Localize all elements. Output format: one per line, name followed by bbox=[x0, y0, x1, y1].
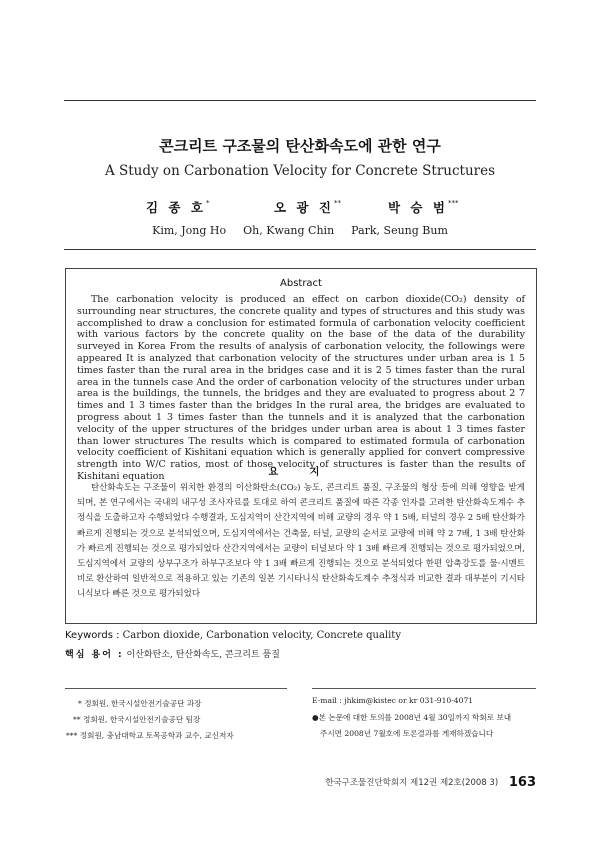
author-1-english: Kim, Jong Ho bbox=[152, 224, 227, 237]
footnote-email: E-mail : jhkim@kistec or kr 031-910-4071 bbox=[312, 696, 474, 705]
keywords-korean-value: 이산화탄소, 탄산화속도, 콘크리트 품질 bbox=[126, 650, 280, 660]
footnote-author-1: * 정회원, 한국시설안전기술공단 과장 bbox=[78, 699, 202, 708]
title-korean: 콘크리트 구조물의 탄산화속도에 관한 연구 bbox=[159, 137, 441, 155]
abstract-heading: Abstract bbox=[280, 278, 322, 289]
keywords-english bbox=[65, 630, 401, 641]
footnote-discussion-2: 주시면 2008년 7월호에 토론결과를 게재하겠습니다 bbox=[320, 729, 494, 738]
author-names-english bbox=[64, 224, 536, 237]
abstract-korean-body: 탄산화속도는 구조물이 위치한 환경의 이산화탄소(CO₂) 농도, 콘크리트 품질, 구조물의 형상 등에 의해 영향을 받게 되며, 본 연구에서는 국내의 내구성 조사자료를 토대로 하여 콘크리트 품질에 따른 각종 인자를 고려한 탄산화속도계수 추정식을 도출하고자 수행되었다 수행결과, 도심지역이 산간지역에 비해 교량의 경우 약 1 5배, 터널의 경우 2 5배 탄산화가 빠르게 진행되는 것으로 분석되었으며, 도심지역에서는 건축물, 터널, 교량의 순서로 교량에 비해 약 2 7배, 1 3배 탄산화가 빠르게 진행되는 것으로 평가되었다 산간지역에서는 교량이 터널보다 약 1 3배 빠르게 진행되는 것으로 평가되었으며, 도심지역에서 교량의 상부구조가 하부구조보다 약 1 3배 빠르게 진행되는 것으로 분석되었다 한편 압축강도를 물·시멘트비로 환산하여 일반적으로 적용하고 있는 기존의 일본 기시타니식 탄산화속도계수 추정식과 비교한 결과 대부분이 기시타니식보다 빠른 것으로 평가되었다 bbox=[77, 483, 525, 600]
author-2-english: Oh, Kwang Chin bbox=[243, 224, 335, 237]
abstract-english-body: The carbonation velocity is produced an effect on carbon dioxide(CO₂) density of surrounding near structures, the concrete quality and types of structures and this study was accomplished to draw a conclusion for estimated formula of carbonation velocity coefficient with various factors by the concrete quality on the base of the data of the durability surveyed in Korea From the results of analysis of carbonation velocity, the followings were appeared It is analyzed that carbonation velocity of the structures under urban area is 1 5 times faster than the rural area in the bridges case and it is 2 5 times faster than the rural area in the tunnels case And the order of carbonation velocity of the structures under urban area is the buildings, the tunnels, the bridges and they are evaluated to progress about 2 7 times and 1 3 times faster than the bridges In the rural area, the bridges are evaluated to progress about 1 3 times faster than the tunnels and it is analyzed that the carbonation velocity of the upper structures of the bridges under urban area is about 1 3 times faster than lower structures The results which is compared to estimated formula of carbonation velocity coefficient of Kishitani equation which is generally applied for convert compressive strength into W/C ratios, most of those velocity of structures is faster than the results of Kishitani equation bbox=[77, 294, 525, 482]
footnote-author-2: ** 정회원, 한국시설안전기술공단 팀장 bbox=[73, 715, 201, 724]
author-3-korean: 박 승 범*** bbox=[388, 198, 459, 215]
journal-citation: 한국구조물진단학회지 제12권 제2호(2008 3) bbox=[325, 778, 499, 788]
title-english: A Study on Carbonation Velocity for Concrete Structures bbox=[104, 163, 496, 179]
page-footer bbox=[325, 774, 536, 789]
abstract-box bbox=[65, 268, 537, 624]
author-1-korean: 김 종 호* bbox=[146, 198, 210, 215]
keywords-korean-label: 핵심 용어 : bbox=[65, 650, 124, 660]
page-number: 163 bbox=[508, 775, 536, 790]
author-3-english: Park, Seung Bum bbox=[351, 224, 448, 237]
title-block bbox=[64, 100, 536, 250]
keywords-korean bbox=[65, 647, 280, 660]
abstract-korean-heading: 요 지 bbox=[268, 467, 334, 478]
footnote-discussion-1: ●본 논문에 대한 토의를 2008년 4월 30일까지 학회로 보내 bbox=[312, 713, 512, 722]
author-2-korean: 오 광 진** bbox=[274, 198, 341, 215]
footnote-divider-left bbox=[65, 688, 287, 689]
keywords-label: Keywords : bbox=[65, 630, 120, 641]
keywords-value: Carbon dioxide, Carbonation velocity, Concrete quality bbox=[122, 630, 401, 641]
footnote-author-3: *** 정회원, 충남대학교 토목공학과 교수, 교신저자 bbox=[66, 731, 234, 740]
footnote-divider-right bbox=[312, 688, 536, 689]
